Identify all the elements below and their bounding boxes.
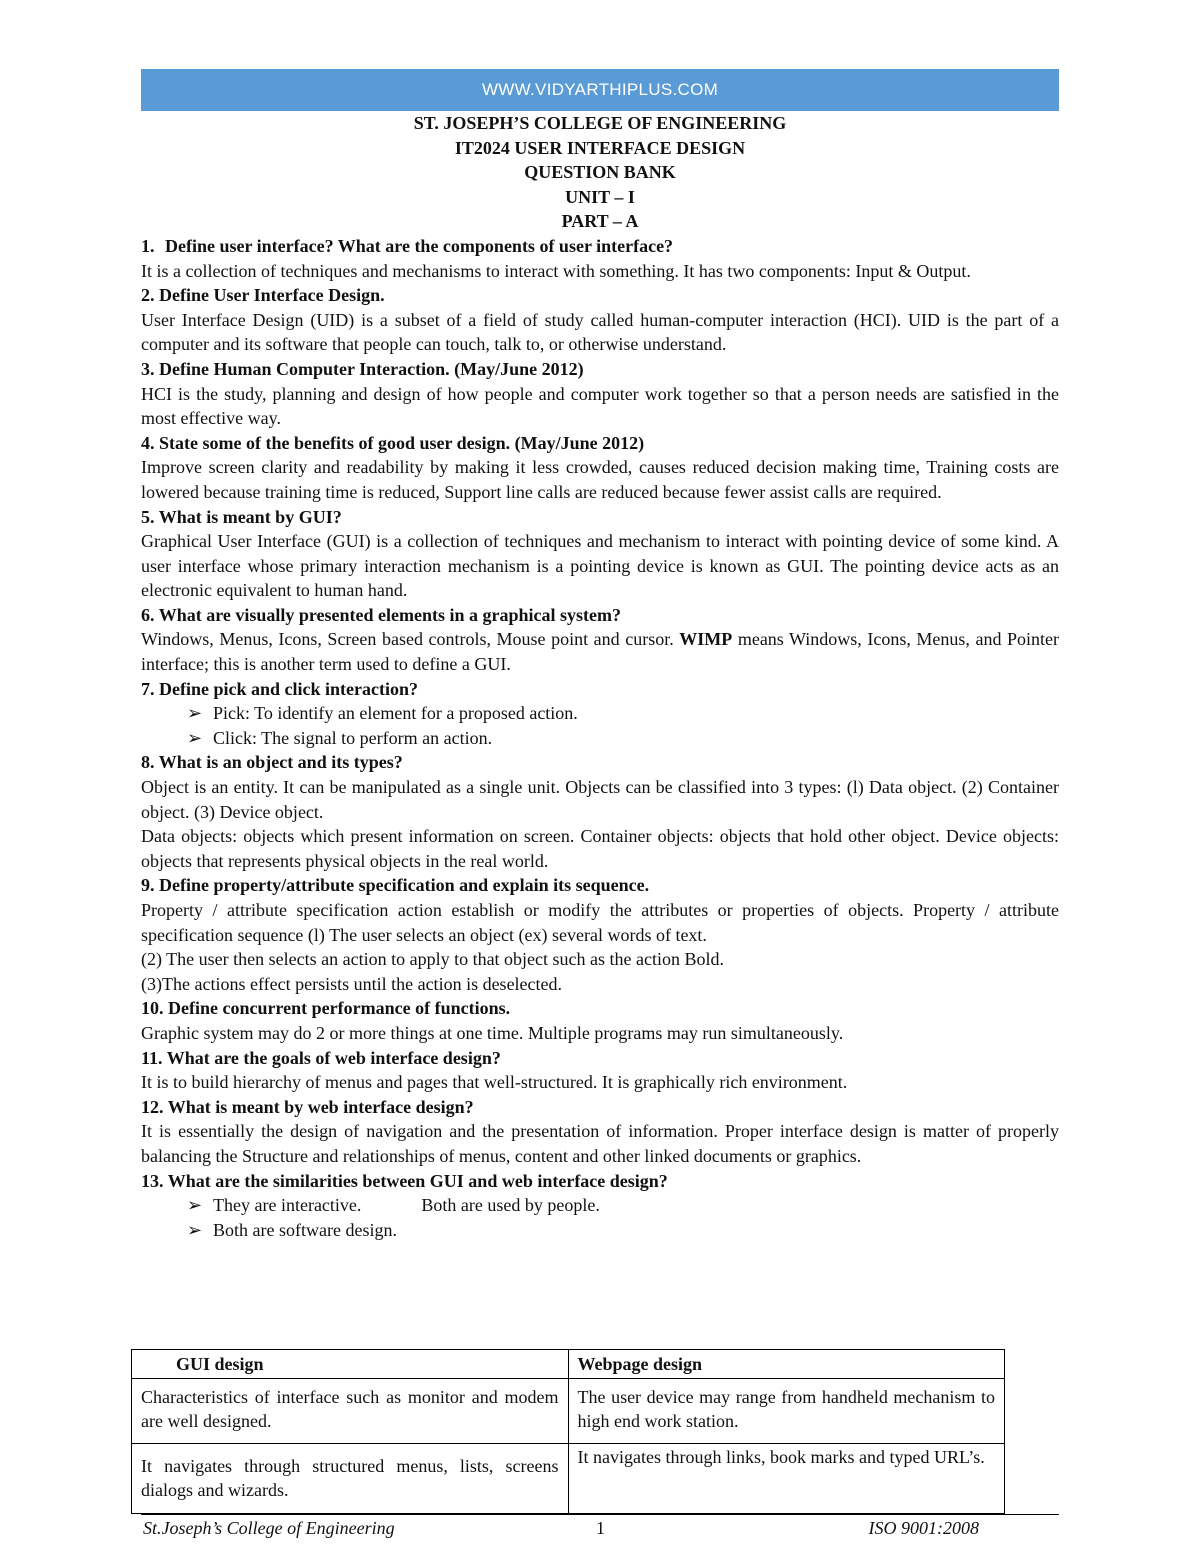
question-heading — [141, 234, 1059, 259]
bullet-text: They are interactive. — [213, 1195, 362, 1216]
question-text: What is an object and its types? — [158, 752, 403, 773]
page-footer — [141, 1514, 1059, 1541]
answer-text: User Interface Design (UID) is a subset of a field of study called human-computer interaction (HCI). UID is the part of a computer and its software that people can touch, talk to, or otherwise understand. — [141, 309, 1059, 355]
arrow-bullet-icon: ➢ — [187, 1195, 203, 1216]
page-number: 1 — [596, 1518, 605, 1538]
table-cell: The user device may range from handheld mechanism to high end work station. — [568, 1379, 1005, 1444]
table-cell: It navigates through links, book marks and typed URL’s. — [568, 1444, 1005, 1514]
question-heading — [141, 1046, 1059, 1071]
answer-text — [141, 627, 1059, 676]
banner-text: WWW.VIDYARTHIPLUS.COM — [481, 80, 719, 99]
table-header-cell: Webpage design — [568, 1350, 1005, 1379]
answer-text: Data objects: objects which present information on screen. Container objects: objects that hold other object. Device objects: objects that represents physical objects in the real world. — [141, 826, 1059, 871]
table-row — [132, 1444, 1005, 1514]
question-number: 1. — [141, 235, 155, 256]
question-number: 11. — [141, 1047, 163, 1068]
answer-text: It is a collection of techniques and mechanisms to interact with something. It has two components: Input & Output. — [141, 260, 971, 281]
footer-iso: ISO 9001:2008 — [868, 1518, 979, 1538]
document-body — [141, 111, 1059, 1242]
bullet-item — [141, 1193, 1059, 1218]
question-text: Define User Interface Design. — [159, 285, 385, 306]
answer-text: Object is an entity. It can be manipulated as a single unit. Objects can be classified into 3 types: (l) Data object. (2) Container object. (3) Device object. — [141, 777, 1059, 822]
question-text: What are the goals of web interface design? — [166, 1047, 501, 1068]
bullet-item — [141, 701, 1059, 726]
question-text: Define property/attribute specification and explain its sequence. — [159, 875, 650, 896]
question-heading — [141, 283, 1059, 308]
question-heading — [141, 750, 1059, 775]
answer-text: HCI is the study, planning and design of how people and computer work together so that a person needs are satisfied in the most effective way. — [141, 383, 1059, 429]
part-title: PART – A — [561, 211, 639, 232]
question-number: 12. — [141, 1096, 164, 1117]
comparison-table — [131, 1349, 1005, 1514]
question-heading — [141, 505, 1059, 530]
question-heading — [141, 1095, 1059, 1120]
question-number: 8. — [141, 752, 155, 773]
footer-college: St.Joseph’s College of Engineering — [143, 1518, 395, 1538]
bullet-text: Click: The signal to perform an action. — [213, 727, 493, 748]
bullet-item — [141, 1218, 1059, 1243]
answer-text: Graphic system may do 2 or more things at one time. Multiple programs may run simultaneously. — [141, 1022, 844, 1043]
answer-text: (3)The actions effect persists until the action is deselected. — [141, 973, 563, 994]
question-heading — [141, 677, 1059, 702]
answer-text: It is essentially the design of navigation and the presentation of information. Proper interface design is matter of properly balancing the Structure and relationships of menus, content and other linked documents or graphics. — [141, 1121, 1059, 1166]
question-heading — [141, 873, 1059, 898]
question-text: What is meant by GUI? — [158, 506, 342, 527]
arrow-bullet-icon: ➢ — [187, 703, 203, 724]
question-number: 9. — [141, 875, 155, 896]
table-row — [132, 1379, 1005, 1444]
answer-text: Graphical User Interface (GUI) is a collection of techniques and mechanism to interact with pointing device of some kind. A user interface whose primary interaction mechanism is a pointing device is known as GUI. The pointing device acts as an electronic equivalent to human hand. — [141, 531, 1059, 601]
bullet-text: Both are used by people. — [421, 1195, 600, 1216]
bullet-text: Pick: To identify an element for a proposed action. — [213, 703, 578, 724]
answer-text: (2) The user then selects an action to apply to that object such as the action Bold. — [141, 949, 725, 970]
table-cell: Characteristics of interface such as monitor and modem are well designed. — [132, 1379, 569, 1444]
answer-text-part: Windows, Menus, Icons, Screen based controls, Mouse point and cursor. — [141, 629, 680, 650]
question-number: 2. — [141, 285, 155, 306]
unit-title: UNIT – I — [565, 186, 635, 207]
question-number: 6. — [141, 604, 155, 625]
college-title: ST. JOSEPH’S COLLEGE OF ENGINEERING — [413, 113, 787, 133]
question-heading — [141, 996, 1059, 1021]
question-heading — [141, 603, 1059, 628]
question-number: 7. — [141, 678, 155, 699]
answer-text: It is to build hierarchy of menus and pages that well-structured. It is graphically rich environment. — [141, 1072, 848, 1093]
answer-text-part: means Windows, Icons, Menus, and Pointer interface; this is another term used to define a GUI. — [141, 629, 1060, 675]
answer-text: Improve screen clarity and readability by making it less crowded, causes reduced decision making time, Training costs are lowered because training time is reduced, Support line calls are reduced because fewer assist calls are required. — [141, 457, 1059, 502]
question-number: 13. — [141, 1170, 164, 1191]
doc-type-title: QUESTION BANK — [524, 162, 676, 183]
wimp-term: WIMP — [679, 629, 733, 650]
bullet-item — [141, 726, 1059, 751]
question-text: What is meant by web interface design? — [167, 1096, 474, 1117]
bullet-text: Both are software design. — [213, 1219, 397, 1240]
question-text: What are the similarities between GUI and web interface design? — [167, 1170, 668, 1191]
question-number: 10. — [141, 998, 164, 1019]
question-text: State some of the benefits of good user design. (May/June 2012) — [159, 432, 645, 453]
answer-text: Property / attribute specification action establish or modify the attributes or properties of objects. Property / attribute specification sequence (l) The user selects an object (ex) several words of text. — [141, 900, 1059, 945]
question-text: Define pick and click interaction? — [159, 678, 418, 699]
course-title: IT2024 USER INTERFACE DESIGN — [454, 137, 746, 158]
arrow-bullet-icon: ➢ — [187, 1219, 203, 1240]
table-header-row — [132, 1350, 1005, 1379]
question-heading — [141, 431, 1059, 456]
question-number: 5. — [141, 506, 155, 527]
question-number: 3. — [141, 358, 155, 379]
arrow-bullet-icon: ➢ — [187, 727, 203, 748]
question-text: Define user interface? What are the components of user interface? — [165, 235, 674, 256]
question-heading — [141, 1169, 1059, 1194]
table-header-cell: GUI design — [132, 1350, 569, 1379]
site-banner — [141, 69, 1059, 111]
question-heading — [141, 357, 1059, 382]
question-text: Define Human Computer Interaction. (May/June 2012) — [159, 358, 584, 379]
question-text: Define concurrent performance of functions. — [168, 998, 511, 1019]
table-cell: It navigates through structured menus, lists, screens dialogs and wizards. — [132, 1444, 569, 1514]
question-text: What are visually presented elements in a graphical system? — [158, 604, 622, 625]
question-number: 4. — [141, 432, 155, 453]
